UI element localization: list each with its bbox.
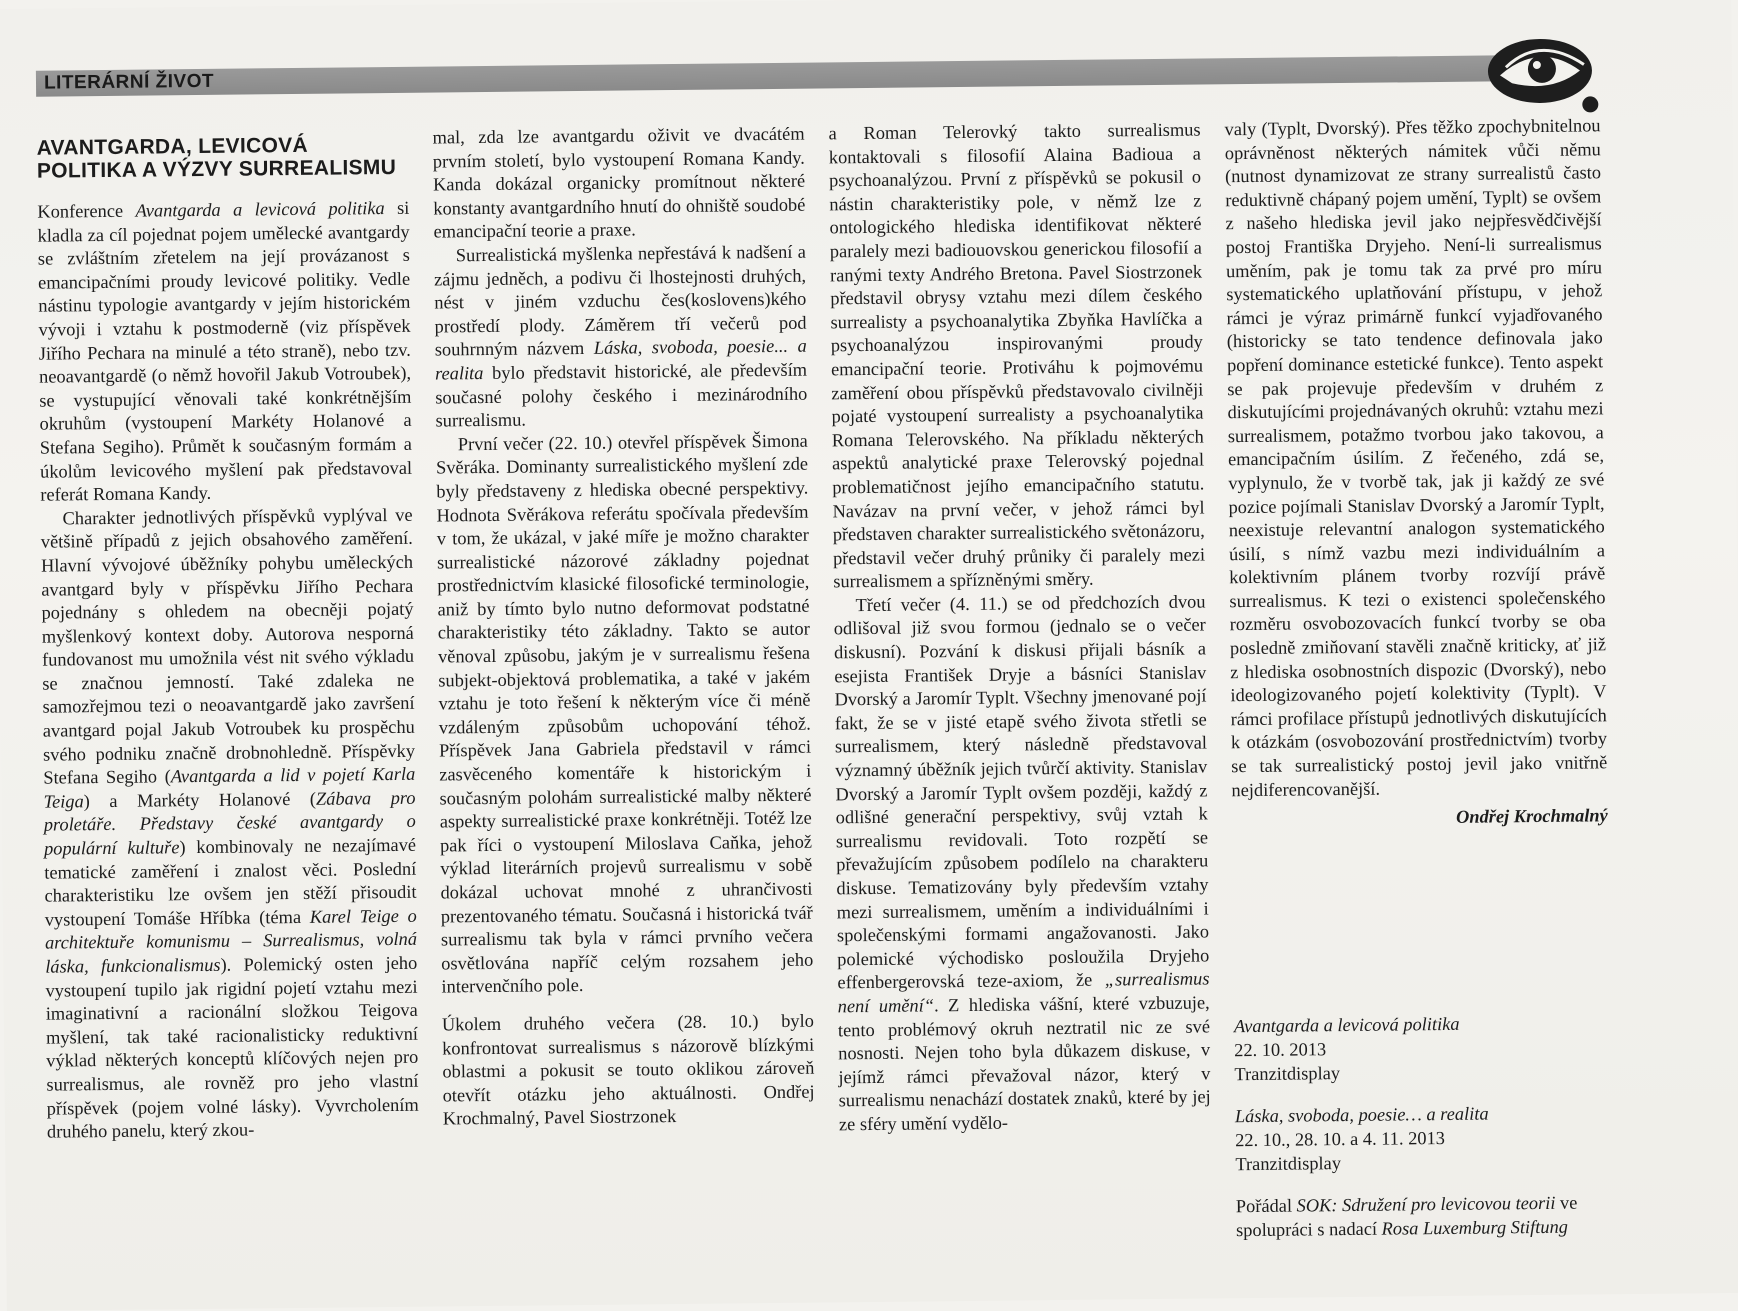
organizer-note: Pořádal SOK: Sdružení pro levicovou teorii ve spolupráci s nadací Rosa Luxemburg Stiftung (1235, 1192, 1578, 1241)
paragraph: Úkolem druhého večera (28. 10.) bylo konfrontovat surrealismus s názorově blízkými oblastmi a pokusit se touto oklikou zároveň otevřít otázku jeho aktuálnosti. Ondřej Krochmalný, Pavel Siostrzonek (441, 1010, 815, 1129)
eye-icon (1482, 34, 1603, 115)
paragraph: Charakter jednotlivých příspěvků vyplýval ve většině případů z jejich obsahového zaměření. Hlavní vývojové úběžníky pohybu uměleckých avantgard byly v příspěvku Jiřího Pechara pojednány s ohledem na obecněji pojatý myšlenkový kontext doby. Autorova nesporná fundovanost mu umožnila vést nit svého výkladu se značnou jemností. Také zdaleka ne samozřejmou tezi o neoavantgardě jako završení avantgard pojal Jakub Votroubek ku prospěchu svého podniku značně drobnohledně. Příspěvky Stefana Segiho (Avantgarda a lid v pojetí Karla Teiga) a Markéty Holanové (Zábava pro proletáře. Představy české avantgardy o populární kultuře) kombinovaly ne nezajímavé tematické zaměření i znalost věci. Poslední charakteristiku lze ovšem jen stěží přisoudit vystoupení Tomáše Hříbka (téma Karel Teige o architektuře komunismu – Surrealismus, volná láska, funkcionalismus). Polemický osten jeho vystoupení tupilo jak rigidní pojetí vztahu mezi imaginativní a racionální složkou Teigova myšlení, tak také racionalisticky reduktivní výklad některých konceptů klíčových nejen pro surrealismus, ale rovněž pro jeho vlastní příspěvek (pojem volné lásky). Vyvrcholením druhého panelu, který zkou- (40, 504, 419, 1142)
event-info (1234, 1010, 1613, 1260)
paragraph: valy (Typlt, Dvorský). Přes těžko zpochybnitelnou oprávněnost některých námitek vůči němu (nutnost dynamizovat ze strany surrealistů často reduktivně chápaný pojem umění, Typlt) se ovšem z našeho hlediska jevil jako nejpřesvědčivější postoj Františka Dryjeho. Není-li surrealismus uměním, pak je tomu tak za prvé pro míru systematického uplatňování přístupu, v jehož rámci je výraz primárně funkcí vyjadřovaného (historicky se tato tendence definovala jako popření dominance estetické funkce). Tento aspekt se pak projevuje především v druhém z diskutujícími projednávaných okruhů: vztahu mezi surrealismem, potažmo tvorbou jako takovou, a emancipačním úsilím. Z řečeného, zdá se, vyplynulo, že v tvorbě tak, jak ji každý ze své pozice pojímali Stanislav Dvorský a Jaromír Typlt, neexistuje relevantní analogon systematického úsilí, s nímž vazbu mezi individuálním a kolektivním plánem tvorby rozvíjí právě surrealismus. K tezi o existenci společenského rozměru osvobozovacích funkcí tvorby se oba posledně zmiňovaní stavěli značně kriticky, ať již z hlediska osobnostních dispozic (Dvorský), nebo ideologizovaného pojetí kolektivity (Typlt). V rámci profilace přístupů jednotlivých diskutujících k otázkám (osvobozování prostřednictvím) tvorby se tak surrealistický postoj jevil jako vnitřně nejdiferencovanější. (1224, 115, 1608, 800)
paragraph: Konference Avantgarda a levicová politika si kladla za cíl pojednat pojem umělecké avantgardy se zvláštním zřetelem na její provázanost s emancipačními proudy levicové politiky. Vedle nástinu typologie avantgardy v jejím historickém vývoji i vztahu k postmoderně (viz příspěvek Jiřího Pechara na minulé a této straně), nebo tzv. neoavantgardě (o němž hovořil Jakub Votroubek), se vystupující věnovali také konkrétnějším okruhům (vystoupení Markéty Holanové a Stefana Segiho). Průmět k současným formám a úkolům levicového myšlení pak představoval referát Romana Kandy. (37, 197, 413, 505)
section-header-bar (36, 55, 1506, 96)
paragraph: První večer (22. 10.) otevřel příspěvek Šimona Svěráka. Dominanty surrealistického myšlení zde byly představeny z hlediska obecné perspektivy. Hodnota Svěrákova referátu spočívala především v tom, že ukázal, v jaké míře je možno charakter surrealistické názorové základny pojednat prostřednictvím klasické filosofické terminologie, aniž by tímto bylo nutno deformovat podstatné charakteristiky této základny. Takto se autor věnoval způsobu, jakým je v surrealismu řešena subjekt-objektová problematika, a také v jakém vztahu je toto řešení k některým více či méně vzdáleným způsobům uchopování téhož. Příspěvek Jana Gabriela představil v rámci zasvěceného komentáře k historickým i současným polohám surrealistické malby některé aspekty surrealistické praxe konkrétněji. Totéž lze pak říci o vystoupení Miloslava Caňka, jehož výklad literárních projevů surrealismu v sobě dokázal uchovat mnohé z uhrančivosti prezentovaného tématu. Současná i historická tvář surrealismu tak byla v rámci prvního večera osvětlována napříč celým rozsahem jeho intervenčního pole. (435, 430, 814, 997)
event-place: Tranzitdisplay (1235, 1153, 1342, 1175)
paragraph: mal, zda lze avantgardu oživit ve dvacátém prvním století, bylo vystoupení Romana Kandy. Kanda dokázal organicky promítnout některé konstanty avantgardního hnutí do ohniště soudobé emancipační teorie a praxe. (432, 123, 806, 242)
event-title: Láska, svoboda, poesie… a realita (1234, 1103, 1489, 1127)
article-headline: AVANTGARDA, LEVICOVÁ POLITIKA A VÝZVY SURREALISMU (36, 133, 397, 183)
event-info-1 (1234, 1010, 1611, 1086)
event-date: 22. 10., 28. 10. a 4. 11. 2013 (1235, 1127, 1446, 1151)
paragraph: Surrealistická myšlenka nepřestává k nadšení a zájmu jedněch, a podivu či lhostejnosti druhých, nést v jiném vzduchu čes(koslovens)kého prostředí plody. Záměrem tří večerů pod souhrnným názvem Láska, svoboda, poesie... a realita bylo představit historické, ale především současné polohy českého i mezinárodního surrealismu. (433, 241, 808, 431)
event-title: Avantgarda a levicová politika (1233, 1013, 1460, 1037)
article-column-3 (828, 119, 1211, 1137)
article-column-2 (432, 123, 815, 1132)
event-info-2 (1235, 1100, 1612, 1176)
article-column-4 (1224, 114, 1607, 832)
paragraph: a Roman Telerovký takto surrealismus kontaktovali s filosofií Alaina Badioua a psychoanalýzou. První z příspěvků se pokusil o nástin charakteristiky pole, v němž lze z ontologického hlediska identifikovat některé paralely mezi badiouovskou generickou filosofií a ranými texty Andrého Bretona. Pavel Siostrzonek představil obrysy vztahu mezi dílem českého surrealisty a psychoanalytika Zbyňka Havlíčka a psychoanalýzou inspirovanými proudy emancipační teorie. Protiváhu k pojmovému zaměření obou příspěvků představovalo civilněji pojaté vystoupení surrealisty a psychoanalytika Romana Telerovského. Na příkladu některých aspektů analytické praxe Telerovský pojednal problematičnost jejího emancipačního statutu. Navázav na první večer, v jehož rámci byl představen charakter surrealistického světonázoru, představil večer druhý průniky či paralely mezi surrealismem a spřízněnými směry. (828, 119, 1206, 592)
paragraph: Třetí večer (4. 11.) se od předchozích dvou odlišoval již svou formou (jednalo se o večer diskusní). Pozvání k diskusi přijali básník a esejista František Dryje a básníci Stanislav Dvorský a Jaromír Typlt. Všechny jmenované pojí fakt, že se v jisté etapě svého života střetli se surrealismem, který následně představoval významný úběžník jejich tvůrčí aktivity. Stanislav Dvorský a Jaromír Typlt ovšem později, každý z odlišné generační perspektivy, svůj vztah k surrealismu revidovali. Toto rozpětí se převažujícím způsobem podílelo na charakteru diskuse. Tematizovány byly především vztahy mezi surrealismem, uměním a individuálními i společenskými formami angažovanosti. Jako polemické východisko posloužila Dryjeho effenbergerovská teze-axiom, že „surrealismus není umění“. Z hlediska vášní, které vzbuzuje, tento problémový okruh neztratil nic ze své nosnosti. Nejen toho byla důkazem diskuse, v jejímž rámci převažoval názor, který v surrealismu nenachází dostatek znaků, které by jej ze sféry umění vydělo- (833, 591, 1211, 1135)
section-label: LITERÁRNÍ ŽIVOT (43, 70, 215, 94)
article-author: Ondřej Krochmalný (1455, 805, 1608, 828)
event-place: Tranzitdisplay (1234, 1063, 1341, 1085)
article-column-1 (37, 127, 420, 1145)
event-date: 22. 10. 2013 (1234, 1039, 1327, 1061)
